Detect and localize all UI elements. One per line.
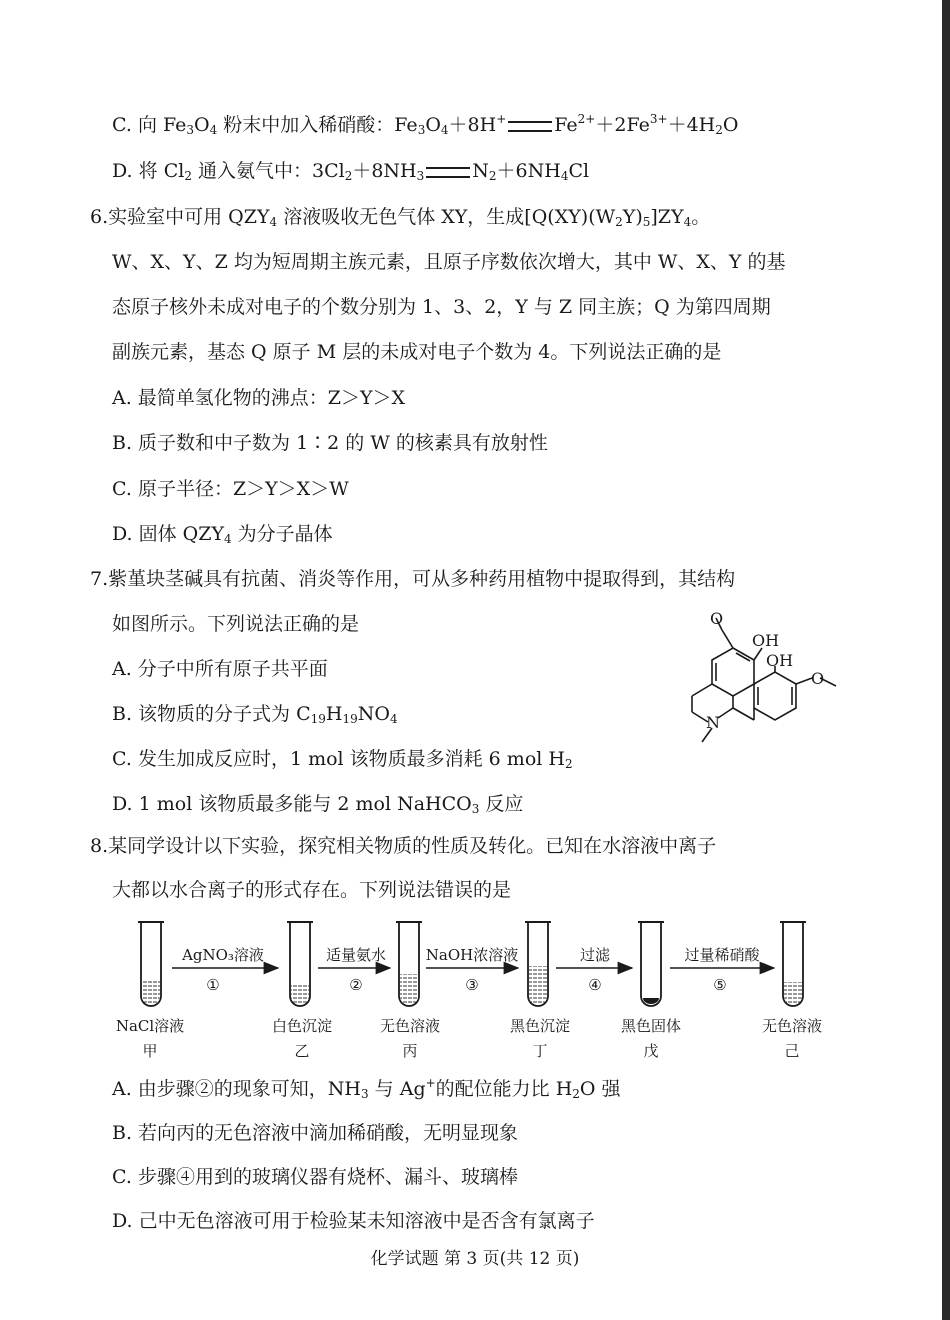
step-5-reagent: 过量稀硝酸 xyxy=(684,946,760,964)
step-3-reagent: NaOH浓溶液 xyxy=(425,946,519,964)
tube-wu-label: 黑色固体 xyxy=(620,1017,682,1035)
q7-option-b: B. 该物质的分子式为 $C_{19}H_{19}NO_4$ xyxy=(112,703,398,726)
q5-option-c: C. 向 $Fe_3O_4$ 粉末中加入稀硝酸：$Fe_3O_4+8H^+$ $Fe^{2+}+2Fe^{3+}+4H_2O$ xyxy=(112,112,739,137)
test-tube-jia xyxy=(138,922,164,1006)
step-2-number: ② xyxy=(349,976,363,994)
equals-sign-icon xyxy=(426,167,470,178)
equals-sign-icon xyxy=(508,121,552,132)
step-4-reagent: 过滤 xyxy=(579,946,611,964)
test-tube-wu xyxy=(638,922,664,1006)
page-footer: 化学试题 第 3 页(共 12 页) xyxy=(370,1249,580,1269)
test-tube-ji xyxy=(780,922,806,1006)
tube-ding-label: 黑色沉淀 xyxy=(509,1017,571,1035)
q7-option-c: C. 发生加成反应时，1 mol 该物质最多消耗 6 mol $H_2$ xyxy=(112,748,573,771)
nitrogen-label: N xyxy=(706,713,720,732)
oxygen-label-top: O xyxy=(710,609,724,628)
tube-bing-tag: 丙 xyxy=(402,1042,418,1060)
q8-option-a: A. 由步骤②的现象可知，$NH_3$ 与 Ag+的配位能力比 $H_2O$ 强 xyxy=(112,1076,621,1101)
q6-option-b: B. 质子数和中子数为 1∶2 的 W 的核素具有放射性 xyxy=(112,432,548,454)
tube-bing-label: 无色溶液 xyxy=(379,1017,441,1035)
q7-stem-line2: 如图所示。下列说法正确的是 xyxy=(112,613,360,635)
tube-yi-tag: 乙 xyxy=(294,1042,310,1060)
step-4-number: ④ xyxy=(588,976,602,994)
experiment-flow-diagram xyxy=(110,912,840,1062)
tube-wu-tag: 戊 xyxy=(643,1042,659,1060)
step-3-number: ③ xyxy=(465,976,479,994)
q8-stem-line1: 8.某同学设计以下实验，探究相关物质的性质及转化。已知在水溶液中离子 xyxy=(90,835,717,857)
test-tube-yi xyxy=(287,922,313,1006)
oxygen-label-right: O xyxy=(811,669,825,688)
q6-option-c: C. 原子半径：Z＞Y＞X＞W xyxy=(112,478,349,500)
q6-option-a: A. 最简单氢化物的沸点：Z＞Y＞X xyxy=(112,387,406,409)
q7-stem-line1: 7.紫堇块茎碱具有抗菌、消炎等作用，可从多种药用植物中提取得到，其结构 xyxy=(90,568,736,590)
q6-stem-line4: 副族元素，基态 Q 原子 M 层的未成对电子个数为 4。下列说法正确的是 xyxy=(112,341,722,363)
q8-option-c: C. 步骤④用到的玻璃仪器有烧杯、漏斗、玻璃棒 xyxy=(112,1166,518,1188)
q6-stem-line3: 态原子核外未成对电子的个数分别为 1、3、2，Y 与 Z 同主族；Q 为第四周期 xyxy=(112,296,771,318)
step-2-reagent: 适量氨水 xyxy=(325,946,387,964)
q7-option-d: D. 1 mol 该物质最多能与 2 mol NaHCO$_3$ 反应 xyxy=(112,793,524,816)
tube-jia-label: NaCl溶液 xyxy=(115,1017,185,1035)
tube-yi-label: 白色沉淀 xyxy=(271,1017,333,1035)
q6-stem-line2: W、X、Y、Z 均为短周期主族元素，且原子序数依次增大，其中 W、X、Y 的基 xyxy=(112,251,786,273)
hydroxyl-label-2: OH xyxy=(766,651,794,670)
tube-ji-label: 无色溶液 xyxy=(761,1017,823,1035)
q7-option-a: A. 分子中所有原子共平面 xyxy=(112,658,328,680)
tube-jia-tag: 甲 xyxy=(142,1042,158,1060)
test-tube-ding xyxy=(525,922,551,1006)
step-1-reagent: AgNO₃溶液 xyxy=(182,946,264,964)
q5-option-d: D. 将 $Cl_2$ 通入氨气中：$3Cl_2+8NH_3$ $N_2+6NH_4Cl$ xyxy=(112,160,590,183)
test-tube-bing xyxy=(396,922,422,1006)
page-edge xyxy=(942,0,950,1320)
tube-ding-tag: 丁 xyxy=(532,1042,548,1060)
tube-ji-tag: 己 xyxy=(784,1042,800,1060)
molecule-structure xyxy=(650,600,850,760)
q8-option-b: B. 若向丙的无色溶液中滴加稀硝酸，无明显现象 xyxy=(112,1122,519,1144)
q6-stem-line1: 6.实验室中可用 $QZY_4$ 溶液吸收无色气体 XY，生成$[Q(XY)(W_2Y)_5]ZY_4$。 xyxy=(90,206,711,229)
step-5-number: ⑤ xyxy=(713,976,727,994)
step-1-number: ① xyxy=(206,976,220,994)
q8-stem-line2: 大都以水合离子的形式存在。下列说法错误的是 xyxy=(112,879,512,901)
q8-option-d: D. 己中无色溶液可用于检验某未知溶液中是否含有氯离子 xyxy=(112,1210,595,1232)
hydroxyl-label-1: OH xyxy=(752,631,780,650)
q6-option-d: D. 固体 $QZY_4$ 为分子晶体 xyxy=(112,523,333,546)
